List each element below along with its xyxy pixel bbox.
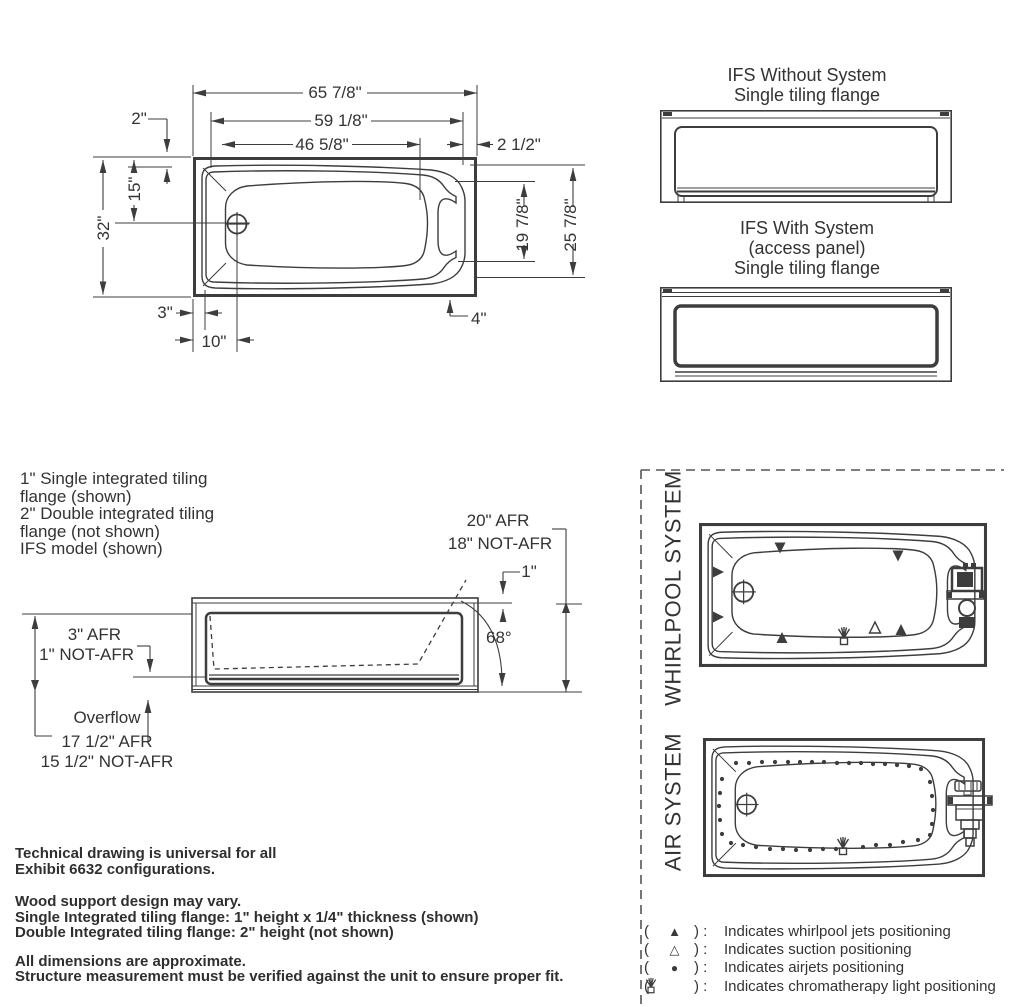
- footnote-line: Double Integrated tiling flange: 2" height (not shown): [15, 924, 394, 941]
- legend-label: Indicates airjets positioning: [724, 958, 905, 976]
- ifs-without-drawing: [661, 111, 951, 202]
- dim-bottom-right-label: 4": [471, 309, 487, 328]
- ifs-with-drawing: [661, 288, 951, 381]
- overflow-not-afr-label: 15 1/2" NOT-AFR: [40, 752, 174, 771]
- close-paren: ) :: [694, 958, 708, 976]
- dim-drain-offset-top-label: 15": [124, 176, 144, 202]
- note-line: 2" Double integrated tiling: [20, 504, 215, 523]
- water-line-dashed: [210, 580, 466, 669]
- legend-label: Indicates whirlpool jets positioning: [724, 922, 951, 940]
- legend-row-whirlpool-jets: [644, 922, 951, 940]
- legend-row-airjets: [644, 958, 904, 976]
- height-afr-label: 20" AFR: [466, 511, 530, 530]
- close-paren: ) :: [694, 940, 708, 958]
- legend-row-suction: [644, 940, 912, 958]
- ifs-without-title-line1: IFS Without System: [727, 65, 887, 85]
- footnote-paragraph: [15, 954, 563, 985]
- chromatherapy-light-icon-drawing: [839, 627, 850, 645]
- water-depth-not-afr-label: 1" NOT-AFR: [39, 645, 134, 664]
- footnote-line: Technical drawing is universal for all: [15, 845, 277, 862]
- dim-basin-length-label: 46 5/8": [295, 135, 349, 154]
- ifs-with-title-line2: (access panel): [748, 238, 866, 258]
- close-paren: ) :: [694, 977, 708, 995]
- footnote-line: Single Integrated tiling flange: 1" height x 1/4" thickness (shown): [15, 908, 479, 926]
- note-line: IFS model (shown): [20, 539, 163, 558]
- footnote-paragraph: [15, 894, 563, 941]
- open-paren: (: [644, 940, 649, 958]
- legend-row-chromatherapy: [644, 977, 996, 995]
- dim-flange-width-label: 2": [131, 109, 147, 128]
- chromatherapy-light-icon: [644, 977, 658, 994]
- legend-label: Indicates chromatherapy light positioning: [724, 977, 996, 995]
- plan-dimension-lines: [103, 93, 573, 340]
- open-paren: (: [644, 958, 649, 976]
- dim-overall-length-label: 65 7/8": [308, 83, 362, 102]
- overflow-label: Overflow: [73, 708, 141, 727]
- footnote-line: Wood support design may vary.: [15, 893, 242, 910]
- dim-deck-width-label: 25 7/8": [560, 198, 580, 252]
- ifs-with-title-line1: IFS With System: [739, 218, 875, 238]
- access-panel: [675, 306, 937, 366]
- ifs-without-title-line2: Single tiling flange: [733, 85, 881, 105]
- legend-label: Indicates suction positioning: [724, 940, 912, 958]
- suction-icon: △: [669, 941, 680, 957]
- flange-height-label: 1": [521, 562, 537, 581]
- tiling-flange-notes: [20, 470, 214, 558]
- air-system-drawing: [704, 739, 992, 875]
- slope-angle-label: 68°: [486, 628, 512, 647]
- plan-view-drawing: [93, 83, 585, 352]
- dim-left-edge-label: 3": [157, 303, 173, 322]
- dim-drain-offset-left-label: 10": [201, 332, 227, 351]
- note-line: flange (not shown): [20, 521, 160, 541]
- dim-deck-length-label: 59 1/8": [314, 111, 368, 130]
- airjet-icon: ●: [670, 960, 679, 975]
- dim-basin-width-label: 19 7/8": [512, 198, 532, 252]
- overflow-afr-label: 17 1/2" AFR: [61, 732, 153, 751]
- footnote-line: All dimensions are approximate.: [15, 952, 246, 970]
- ifs-with-title-line3: Single tiling flange: [733, 258, 881, 278]
- dim-right-deck-label: 2 1/2": [497, 135, 541, 154]
- footnote-line: Exhibit 6632 configurations.: [15, 860, 216, 878]
- note-line: flange (shown): [20, 486, 132, 506]
- chromatherapy-light-icon-air: [838, 837, 849, 855]
- suction-icon-drawing: [870, 622, 881, 633]
- air-system-label: AIR SYSTEM: [660, 732, 686, 872]
- ifs-with-system-view: [661, 218, 951, 381]
- footnotes: [15, 846, 563, 985]
- open-paren: (: [644, 922, 649, 940]
- height-not-afr-label: 18" NOT-AFR: [447, 534, 553, 553]
- footnote-line: Structure measurement must be verified against the unit to ensure proper fit.: [15, 968, 564, 985]
- whirlpool-pump: [947, 563, 984, 628]
- open-paren: (: [644, 977, 649, 995]
- whirlpool-system-drawing: [701, 525, 986, 666]
- water-depth-afr-label: 3" AFR: [67, 625, 121, 644]
- close-paren: ) :: [694, 922, 708, 940]
- note-line: 1" Single integrated tiling: [20, 469, 208, 488]
- airjet-icons: [717, 760, 935, 852]
- whirlpool-jet-icon: ▲: [668, 923, 681, 939]
- ifs-without-system-view: [661, 65, 951, 202]
- footnote-paragraph: [15, 846, 563, 877]
- whirlpool-system-label: WHIRLPOOL SYSTEM: [660, 470, 686, 706]
- dim-overall-width-label: 32": [93, 215, 113, 241]
